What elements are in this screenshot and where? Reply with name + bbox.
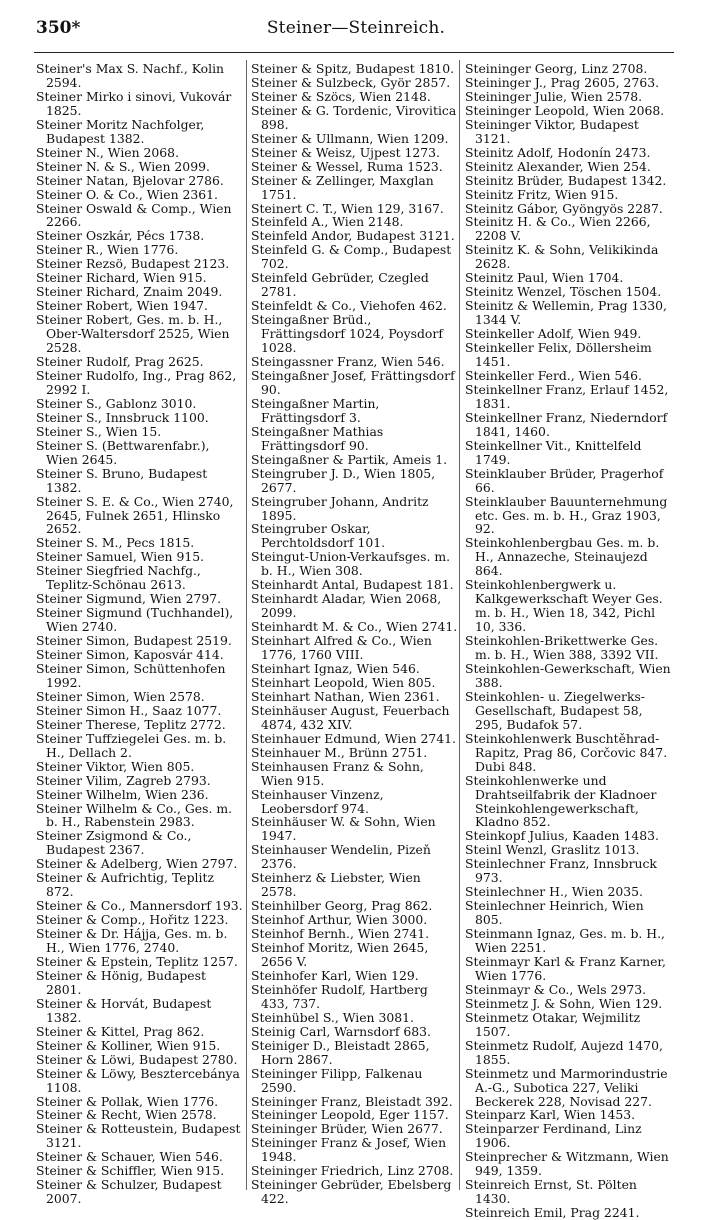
directory-entry: Steininger Georg, Linz 2708.: [465, 61, 648, 76]
directory-entry: Steinitz Adolf, Hodonín 2473.: [465, 144, 651, 160]
directory-entry: Steinfeld G. & Comp., Budapest 702.: [251, 242, 452, 272]
directory-entry: Steiner & Ullmann, Wien 1209.: [251, 130, 449, 146]
directory-entry: Steiner Vilim, Zagreb 2793.: [36, 772, 211, 788]
directory-entry: Steinparzer Ferdinand, Linz 1906.: [465, 1121, 642, 1151]
directory-entry: Steinkeller Ferd., Wien 546.: [465, 367, 642, 383]
directory-entry: Steinhart Nathan, Wien 2361.: [251, 688, 440, 704]
directory-entry: Steinkeller Adolf, Wien 949.: [465, 326, 642, 342]
directory-entry: Steinhof Moritz, Wien 2645, 2656 V.: [251, 940, 429, 969]
column-divider: [246, 60, 247, 1190]
directory-entry: Steiner S. M., Pecs 1815.: [36, 535, 195, 551]
directory-entry: Steinhof Bernh., Wien 2741.: [251, 926, 430, 942]
directory-entry: Steiner & Co., Mannersdorf 193.: [36, 898, 243, 914]
directory-entry: Steinkohlen-Brikettwerke Ges. m. b. H., Wien 388, 3392 VII.: [465, 633, 659, 663]
directory-entry: Steinklauber Bauunternehmung etc. Ges. m. b. H., Graz 1903, 92.: [465, 493, 668, 537]
directory-entry: Steinhäuser W. & Sohn, Wien 1947.: [251, 814, 436, 844]
directory-entry: Steinitz & Wellemin, Prag 1330, 1344 V.: [465, 298, 667, 328]
directory-entry: Steiner Oswald & Comp., Wien 2266.: [36, 200, 232, 230]
directory-entry: Steinhäuser August, Feuerbach 4874, 432 XIV.: [251, 702, 450, 732]
directory-entry: Steingassner Franz, Wien 546.: [251, 354, 445, 370]
directory-entry: Steingaßner Josef, Frättingsdorf 90.: [251, 367, 455, 397]
directory-entry: Steiner & Recht, Wien 2578.: [36, 1107, 217, 1123]
directory-entry: Steinprecher & Witzmann, Wien 949, 1359.: [465, 1149, 669, 1179]
directory-entry: Steinhof Arthur, Wien 3000.: [251, 912, 428, 928]
directory-entry: Steininger Julie, Wien 2578.: [465, 88, 643, 104]
directory-entry: Steinitz Paul, Wien 1704.: [465, 270, 624, 286]
directory-entry: Steinkohlenbergbau Ges. m. b. H., Annazeche, Steinaujezd 864.: [465, 535, 660, 579]
directory-entry: Steiner S. E. & Co., Wien 2740, 2645, Fulnek 2651, Hlinsko 2652.: [36, 493, 234, 537]
directory-entry: Steinfeld Andor, Budapest 3121.: [251, 228, 455, 244]
directory-entry: Steiner Rudolf, Prag 2625.: [36, 354, 204, 370]
directory-entry: Steininger Friedrich, Linz 2708.: [251, 1163, 454, 1179]
directory-entry: Steiner S., Wien 15.: [36, 423, 162, 439]
directory-entry: Steiner Sigmund, Wien 2797.: [36, 591, 222, 607]
directory-entry: Steinhardt M. & Co., Wien 2741.: [251, 619, 458, 635]
directory-entry: Steinig Carl, Warnsdorf 683.: [251, 1023, 431, 1039]
directory-entry: Steingut-Union-Verkaufsges. m. b. H., Wien 308.: [251, 549, 451, 579]
directory-entry: Steinmann Ignaz, Ges. m. b. H., Wien 2251.: [465, 926, 665, 956]
directory-entry: Steininger J., Prag 2605, 2763.: [465, 74, 660, 90]
directory-entry: Steiner O. & Co., Wien 2361.: [36, 186, 218, 202]
directory-entry: Steiner & Zellinger, Maxglan 1751.: [251, 172, 434, 202]
directory-entry: Steiner Rezsö, Budapest 2123.: [36, 256, 230, 272]
directory-entry: Steininger Leopold, Wien 2068.: [465, 102, 665, 118]
directory-entry: Steininger Filipp, Falkenau 2590.: [251, 1065, 423, 1095]
directory-entry: Steiner & Spitz, Budapest 1810.: [251, 61, 455, 76]
directory-entry: Steinhilber Georg, Prag 862.: [251, 898, 433, 914]
directory-entry: Steiner R., Wien 1776.: [36, 242, 179, 258]
directory-entry: Steinkohlenwerke und Drahtseilfabrik der Kladnoer Steinkohlengewerkschaft, Kladno 852.: [465, 772, 657, 830]
directory-entry: Steinitz Alexander, Wien 254.: [465, 158, 651, 174]
directory-entry: Steiner & Aufrichtig, Teplitz 872.: [36, 870, 214, 900]
directory-entry: Steingaßner & Partik, Ameis 1.: [251, 451, 448, 467]
page-header: [36, 14, 676, 44]
directory-entry: Steiner & Sulzbeck, Györ 2857.: [251, 74, 451, 90]
directory-entry: Steingaßner Brüd., Frättingsdorf 1024, Poysdorf 1028.: [251, 312, 443, 356]
directory-entry: Steingruber Johann, Andritz 1895.: [251, 493, 429, 523]
directory-entry: Steininger Brüder, Wien 2677.: [251, 1121, 443, 1137]
directory-entry: Steiner & Epstein, Teplitz 1257.: [36, 954, 238, 969]
directory-entry: Steiner & Kittel, Prag 862.: [36, 1023, 205, 1039]
directory-entry: Steinkohlen- u. Ziegelwerks-Gesellschaft, Budapest 58, 295, Budafok 57.: [465, 688, 645, 732]
directory-entry: Steiner & Dr. Hájja, Ges. m. b. H., Wien 1776, 2740.: [36, 926, 228, 956]
directory-entry: Steinfeldt & Co., Viehofen 462.: [251, 298, 447, 314]
directory-entry: Steiner Zsigmond & Co., Budapest 2367.: [36, 828, 192, 858]
directory-entry: Steinhart Ignaz, Wien 546.: [251, 660, 420, 676]
directory-column-1: [36, 62, 244, 1206]
directory-entry: Steiner & Adelberg, Wien 2797.: [36, 856, 238, 872]
directory-entry: Steiner Viktor, Wien 805.: [36, 758, 195, 774]
directory-entry: Steiner & Löwi, Budapest 2780.: [36, 1051, 238, 1067]
directory-column-3: [465, 62, 673, 1220]
header-rule: [34, 52, 674, 53]
directory-entry: Steiner Rudolfo, Ing., Prag 862, 2992 I.: [36, 367, 237, 397]
directory-entry: Steininger Viktor, Budapest 3121.: [465, 116, 639, 146]
directory-entry: Steinparz Karl, Wien 1453.: [465, 1107, 636, 1123]
directory-entry: Steiner N., Wien 2068.: [36, 144, 180, 160]
directory-entry: Steiner's Max S. Nachf., Kolin 2594.: [36, 61, 225, 90]
directory-entry: Steinlechner Franz, Innsbruck 973.: [465, 856, 657, 886]
directory-entry: Steiner Wilhelm & Co., Ges. m. b. H., Rabenstein 2983.: [36, 800, 233, 830]
directory-entry: Steingruber J. D., Wien 1805, 2677.: [251, 465, 436, 495]
directory-entry: Steinitz Wenzel, Töschen 1504.: [465, 284, 662, 300]
directory-entry: Steiner Mirko i sinovi, Vukovár 1825.: [36, 88, 232, 118]
directory-entry: Steiner S. (Bettwarenfabr.), Wien 2645.: [36, 437, 210, 467]
directory-entry: Steiner & Wessel, Ruma 1523.: [251, 158, 443, 174]
directory-entry: Steinl Wenzl, Graslitz 1013.: [465, 842, 640, 858]
directory-entry: Steinhart Leopold, Wien 805.: [251, 674, 436, 690]
directory-entry: Steinreich Ernst, St. Pölten 1430.: [465, 1177, 637, 1207]
directory-entry: Steinmetz Otakar, Wejmilitz 1507.: [465, 1009, 641, 1039]
directory-entry: Steiner Therese, Teplitz 2772.: [36, 716, 226, 732]
directory-entry: Steinkellner Vit., Knittelfeld 1749.: [465, 437, 642, 467]
directory-entry: Steiner Wilhelm, Wien 236.: [36, 786, 209, 802]
directory-entry: Steinkopf Julius, Kaaden 1483.: [465, 828, 659, 844]
directory-entry: Steinkellner Franz, Niederndorf 1841, 1460.: [465, 409, 668, 439]
directory-entry: Steinhauer M., Brünn 2751.: [251, 744, 428, 760]
directory-entry: Steiner & Schiffler, Wien 915.: [36, 1163, 225, 1179]
directory-entry: Steinhofer Karl, Wien 129.: [251, 967, 419, 983]
directory-entry: Steinlechner Heinrich, Wien 805.: [465, 898, 644, 928]
directory-entry: Steinklauber Brüder, Pragerhof 66.: [465, 465, 664, 495]
directory-entry: Steiner Siegfried Nachfg., Teplitz-Schönau 2613.: [36, 563, 201, 593]
directory-entry: Steinitz Brüder, Budapest 1342.: [465, 172, 667, 188]
directory-entry: Steiner & Schauer, Wien 546.: [36, 1149, 223, 1165]
directory-entry: Steiner Natan, Bjelovar 2786.: [36, 172, 224, 188]
directory-entry: Steinmetz Rudolf, Aujezd 1470, 1855.: [465, 1037, 663, 1067]
column-divider: [459, 60, 460, 1190]
directory-entry: Steiner & Szöcs, Wien 2148.: [251, 88, 431, 104]
page-number: 350*: [36, 18, 81, 38]
directory-entry: Steiner S., Innsbruck 1100.: [36, 409, 209, 425]
directory-entry: Steiner Richard, Znaim 2049.: [36, 284, 223, 300]
directory-entry: Steiner Simon, Kaposvár 414.: [36, 647, 224, 663]
directory-entry: Steininger Franz & Josef, Wien 1948.: [251, 1135, 447, 1165]
directory-entry: Steiner Sigmund (Tuchhandel), Wien 2740.: [36, 605, 234, 635]
directory-entry: Steinhart Alfred & Co., Wien 1776, 1760 VIII.: [251, 633, 432, 663]
directory-entry: Steiner & Comp., Hořitz 1223.: [36, 912, 229, 928]
directory-entry: Steininger Leopold, Eger 1157.: [251, 1107, 449, 1123]
directory-entry: Steinmetz J. & Sohn, Wien 129.: [465, 995, 663, 1011]
directory-entry: Steiner N. & S., Wien 2099.: [36, 158, 210, 174]
directory-entry: Steiner & Horvát, Budapest 1382.: [36, 995, 212, 1025]
directory-entry: Steiner & Pollak, Wien 1776.: [36, 1093, 219, 1109]
directory-entry: Steiniger D., Bleistadt 2865, Horn 2867.: [251, 1037, 430, 1067]
directory-entry: Steiner Simon, Wien 2578.: [36, 688, 205, 704]
directory-entry: Steiner Robert, Wien 1947.: [36, 298, 208, 314]
directory-entry: Steinhardt Antal, Budapest 181.: [251, 577, 454, 593]
directory-entry: Steiner & Rotteustein, Budapest 3121.: [36, 1121, 241, 1151]
page-title: Steiner—Steinreich.: [266, 18, 446, 38]
directory-entry: Steinhauer Edmund, Wien 2741.: [251, 730, 456, 746]
directory-entry: Steiner Simon, Budapest 2519.: [36, 633, 232, 649]
directory-entry: Steiner S. Bruno, Budapest 1382.: [36, 465, 208, 495]
directory-entry: Steinherz & Liebster, Wien 2578.: [251, 870, 421, 900]
directory-entry: Steinkohlen-Gewerkschaft, Wien 388.: [465, 660, 671, 690]
directory-entry: Steinkohlenwerk Buschtěhrad-Rapitz, Prag 86, Corčovic 847. Dubi 848.: [465, 730, 668, 774]
directory-entry: Steinitz Fritz, Wien 915.: [465, 186, 619, 202]
directory-entry: Steinkellner Franz, Erlauf 1452, 1831.: [465, 381, 669, 411]
directory-entry: Steinitz Gábor, Gyöngyös 2287.: [465, 200, 663, 216]
directory-entry: Steinitz K. & Sohn, Velikikinda 2628.: [465, 242, 659, 272]
directory-entry: Steiner Oszkár, Pécs 1738.: [36, 228, 205, 244]
directory-entry: Steiner & Hönig, Budapest 2801.: [36, 967, 206, 997]
directory-column-2: [251, 62, 459, 1206]
directory-entry: Steiner Samuel, Wien 915.: [36, 549, 205, 565]
directory-entry: Steinhausen Franz & Sohn, Wien 915.: [251, 758, 424, 788]
directory-entry: Steiner Simon, Schüttenhofen 1992.: [36, 660, 226, 690]
directory-entry: Steinitz H. & Co., Wien 2266, 2208 V.: [465, 214, 651, 244]
directory-entry: Steinfeld Gebrüder, Czegled 2781.: [251, 270, 429, 300]
directory-entry: Steiner S., Gablonz 3010.: [36, 395, 197, 411]
directory-entry: Steinmetz und Marmorindustrie A.-G., Subotica 227, Veliki Beckerek 228, Novisad 227.: [465, 1065, 668, 1109]
directory-entry: Steiner Richard, Wien 915.: [36, 270, 207, 286]
directory-entry: Steininger Franz, Bleistadt 392.: [251, 1093, 453, 1109]
directory-entry: Steinmayr Karl & Franz Karner, Wien 1776.: [465, 954, 666, 983]
directory-entry: Steingaßner Martin, Frättingsdorf 3.: [251, 395, 380, 425]
directory-entry: Steinhardt Aladar, Wien 2068, 2099.: [251, 591, 442, 621]
directory-entry: Steingaßner Mathias Frättingsdorf 90.: [251, 423, 384, 453]
directory-entry: Steiner & Weisz, Ujpest 1273.: [251, 144, 440, 160]
directory-entry: Steinert C. T., Wien 129, 3167.: [251, 200, 444, 216]
directory-entry: Steiner & Schulzer, Budapest 2007.: [36, 1177, 222, 1207]
directory-entry: Steiner Simon H., Saaz 1077.: [36, 702, 222, 718]
directory-entry: Steiner & Löwy, Besztercebánya 1108.: [36, 1065, 240, 1095]
directory-entry: Steinkohlenbergwerk u. Kalkgewerkschaft Weyer Ges. m. b. H., Wien 18, 342, Pichl 10, 336.: [465, 577, 663, 635]
directory-entry: Steinreich Emil, Prag 2241.: [465, 1205, 640, 1220]
directory-entry: Steiner Moritz Nachfolger, Budapest 1382.: [36, 116, 205, 146]
directory-entry: Steiner & G. Tordenic, Virovitica 898.: [251, 102, 457, 132]
directory-entry: Steiner & Kolliner, Wien 915.: [36, 1037, 221, 1053]
directory-entry: Steinfeld A., Wien 2148.: [251, 214, 404, 230]
directory-entry: Steinhauser Vinzenz, Leobersdorf 974.: [251, 786, 384, 816]
directory-entry: Steinkeller Felix, Döllersheim 1451.: [465, 340, 652, 370]
directory-entry: Steinhöfer Rudolf, Hartberg 433, 737.: [251, 981, 428, 1011]
directory-entry: Steiner Robert, Ges. m. b. H., Ober-Waltersdorf 2525, Wien 2528.: [36, 312, 230, 356]
directory-entry: Steinmayr & Co., Wels 2973.: [465, 981, 647, 997]
directory-entry: Steiner Tuffziegelei Ges. m. b. H., Dellach 2.: [36, 730, 227, 760]
directory-entry: Steinhübel S., Wien 3081.: [251, 1009, 414, 1025]
directory-entry: Steininger Gebrüder, Ebelsberg 422.: [251, 1177, 452, 1207]
directory-entry: Steinlechner H., Wien 2035.: [465, 884, 643, 900]
directory-entry: Steinhauser Wendelin, Pizeň 2376.: [251, 842, 431, 872]
directory-entry: Steingruber Oskar, Perchtoldsdorf 101.: [251, 521, 386, 551]
